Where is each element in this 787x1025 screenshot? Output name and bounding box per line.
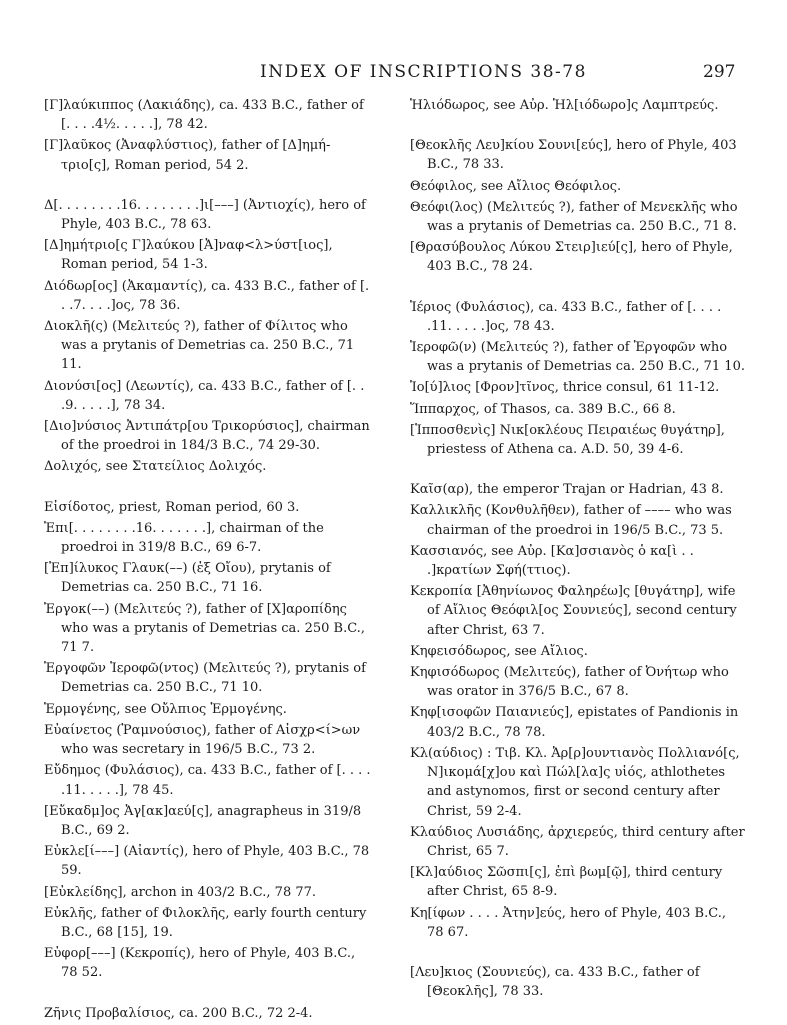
index-entry: Θεόφι(λος) (Μελιτεύς ?), father of Μενεκλῆς who was a prytanis of Demetrias ca. 250 B.C., 71 8. (410, 199, 738, 235)
running-title: INDEX OF INSCRIPTIONS 38-78 (260, 62, 587, 82)
index-entry: Θεόφιλος, see Αἴλιος Θεόφιλος. (410, 178, 622, 194)
index-entry: [Εὐκλείδης], archon in 403/2 B.C., 78 77. (44, 884, 317, 900)
index-entry: Ἵππαρχος, of Thasos, ca. 389 B.C., 66 8. (410, 401, 676, 417)
index-entry: Καῖσ(αρ), the emperor Trajan or Hadrian, 43 8. (410, 482, 724, 498)
index-entry: Εὐφορ[–––] (Κεκροπίς), hero of Phyle, 403 B.C., 78 52. (44, 946, 356, 981)
index-entry: Διονύσι[ος] (Λεωντίς), ca. 433 B.C., father of [. . .9. . . . .], 78 34. (44, 378, 365, 413)
section-gap (44, 985, 374, 1004)
section-gap (410, 944, 745, 963)
index-entry: [Γ]λαῦκος (Ἀναφλύστιος), father of [Δ]ημή-τριο[ς], Roman period, 54 2. (44, 138, 331, 173)
page-header (0, 62, 787, 86)
index-entry: Εὐκλῆς, father of Φιλοκλῆς, early fourth century B.C., 68 [15], 19. (44, 905, 367, 940)
index-entry: [Ἱπποσθενὶς] Νικ[οκλέους Πειραιέως θυγάτηρ], priestess of Athena ca. A.D. 50, 39 4-6. (410, 422, 725, 458)
index-entry: Κηφεισόδωρος, see Αἴλιος. (410, 643, 588, 659)
section-gap (410, 461, 745, 480)
index-entry: Ζῆνις Προβαλίσιος, ca. 200 B.C., 72 2-4. (44, 1005, 313, 1021)
section-gap (410, 279, 745, 298)
index-entry: Εὔδημος (Φυλάσιος), ca. 433 B.C., father of [. . . . .11. . . . .], 78 45. (44, 763, 371, 798)
index-entry: Διόδωρ[ος] (Ἀκαμαντίς), ca. 433 B.C., father of [. . .7. . . .]ος, 78 36. (44, 278, 370, 313)
section-gap (410, 117, 745, 136)
index-entry: Ἡλιόδωρος, see Αὐρ. Ἡλ[ιόδωρο]ς Λαμπτρεύς. (410, 98, 719, 113)
left-column (44, 96, 374, 1025)
index-entry: Κηφισόδωρος (Μελιτεύς), father of Ὀνήτωρ who was orator in 376/5 B.C., 67 8. (410, 665, 729, 700)
section-gap (44, 177, 374, 196)
index-entry: Κηφ[ισοφῶν Παιανιεύς], epistates of Pandionis in 403/2 B.C., 78 78. (410, 705, 739, 740)
index-entry: Ἐργοκ(––) (Μελιτεύς ?), father of [Χ]αροπίδης who was a prytanis of Demetrias ca. 250 B.C., 71 7. (44, 601, 365, 656)
index-entry: Κλ(αύδιος) : Τιβ. Κλ. Ἀρ[ρ]ουντιανὸς Πολλιανό[ς, Ν]ικομά[χ]ου καὶ Πώλ[λα]ς υἱός, athlothetes and astynomos, first or second century after Christ, 59 2-4. (410, 745, 740, 819)
index-entry: [Γ]λαύκιππος (Λακιάδης), ca. 433 B.C., father of [. . . .4½. . . . .], 78 42. (44, 98, 364, 133)
index-entry: [Λευ]κιος (Σουνιεύς), ca. 433 B.C., father of [Θεοκλῆς], 78 33. (410, 964, 700, 1000)
index-entry: Δολιχός, see Στατείλιος Δολιχός. (44, 459, 267, 475)
index-entry: Κλαύδιος Λυσιάδης, ἀρχιερεύς, third century after Christ, 65 7. (410, 824, 745, 859)
index-entry: [Θεοκλῆς Λευ]κίου Σουνι[εύς], hero of Phyle, 403 B.C., 78 33. (410, 138, 737, 173)
index-entry: Ἐργοφῶν Ἱεροφῶ(ντος) (Μελιτεύς ?), prytanis of Demetrias ca. 250 B.C., 71 10. (44, 661, 366, 696)
index-entry: Ἐπι[. . . . . . . .16. . . . . . .], chairman of the proedroi in 319/8 B.C., 69 6-7. (44, 520, 324, 556)
index-entry: Ἑρμογένης, see Οὔλπιος Ἑρμογένης. (44, 701, 287, 717)
index-entry: Κη[ίφων . . . . Ἀτην]εύς, hero of Phyle, 403 B.C., 78 67. (410, 905, 726, 940)
index-entry: [Εὔκαδμ]ος Ἀγ[ακ]αεύ[ς], anagrapheus in 319/8 B.C., 69 2. (44, 803, 362, 838)
section-gap (44, 479, 374, 498)
index-entry: Ἰο[ύ]λιος [Φρον]τῖνος, thrice consul, 61 11-12. (410, 380, 720, 396)
index-entry: Καλλικλῆς (Κονθυλῆθεν), father of –––– who was chairman of the proedroi in 196/5 B.C., 73 5. (410, 503, 732, 538)
index-entry: Ἱεροφῶ(ν) (Μελιτεύς ?), father of Ἐργοφῶν who was a prytanis of Demetrias ca. 250 B.C., 71 10. (410, 340, 745, 375)
index-entry: Ἱέριος (Φυλάσιος), ca. 433 B.C., father of [. . . . .11. . . . .]ος, 78 43. (410, 299, 722, 334)
index-entry: [Θρασύβουλος Λύκου Στειρ]ιεύ[ς], hero of Phyle, 403 B.C., 78 24. (410, 240, 733, 275)
index-entry: Εἰσίδοτος, priest, Roman period, 60 3. (44, 499, 300, 515)
index-entry: [Διο]νύσιος Ἀντιπάτρ[ου Τρικορύσιος], chairman of the proedroi in 184/3 B.C., 74 29-30. (44, 419, 370, 454)
index-entry: [Ἐπ]ίλυκος Γλαυκ(––) (ἐξ Οἴου), prytanis of Demetrias ca. 250 B.C., 71 16. (44, 561, 331, 596)
index-entry: Κεκροπία [Ἀθηνίωνος Φαληρέω]ς [θυγάτηρ], wife of Αἴλιος Θεόφιλ[ος Σουνιεύς], second century after Christ, 63 7. (410, 584, 737, 638)
index-entry: Κασσιανός, see Αὐρ. [Κα]σσιανὸς ὁ κα[ὶ . . .]κρατίων Σφή(ττιος). (410, 543, 694, 579)
right-column (410, 96, 745, 1003)
index-entry: [Κλ]αύδιος Σῶσπι[ς], ἐπὶ βωμ[ῷ], third century after Christ, 65 8-9. (410, 865, 723, 900)
index-entry: Εὐκλε[ί–––] (Αἰαντίς), hero of Phyle, 403 B.C., 78 59. (44, 844, 370, 879)
page-number: 297 (703, 62, 736, 82)
index-entry: [Δ]ημήτριο[ς Γ]λαύκου [Ἀ]ναφ<λ>ύστ[ιος], Roman period, 54 1-3. (44, 238, 333, 273)
index-entry: Δ[. . . . . . . .16. . . . . . . .]ι[–––] (Ἀντιοχίς), hero of Phyle, 403 B.C., 78 63. (44, 197, 366, 233)
index-entry: Διοκλῆ(ς) (Μελιτεύς ?), father of Φίλιτος who was a prytanis of Demetrias ca. 250 B.C., 71 11. (44, 319, 355, 373)
index-entry: Εὐαίνετος (Ῥαμνούσιος), father of Αἰσχρ<ί>ων who was secretary in 196/5 B.C., 73 2. (44, 722, 361, 758)
